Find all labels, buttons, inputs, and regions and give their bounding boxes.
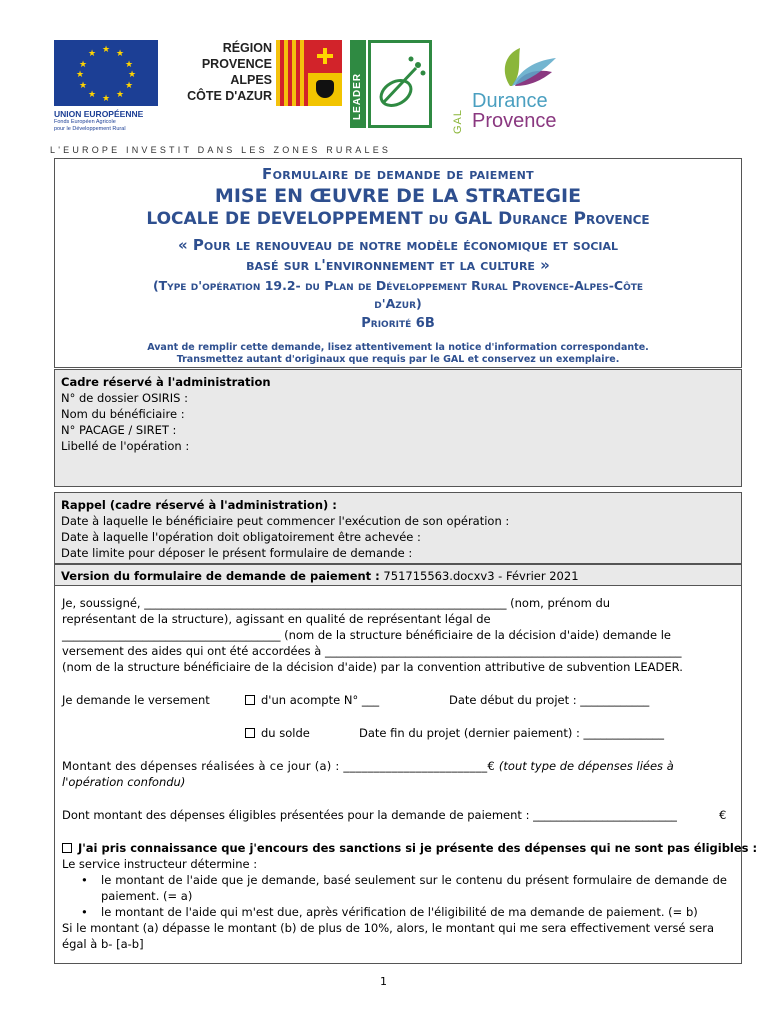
service-line: Le service instructeur détermine : (62, 857, 258, 871)
eligible-amount-currency: € (719, 808, 727, 822)
sanction-label: J'ai pris connaissance que j'encours des sanctions si je présente des dépenses qui ne sont pas éligibles : (78, 841, 758, 855)
rappel-box (54, 492, 742, 564)
project-end-date-field[interactable]: Date fin du projet (dernier paiement) : ______________ (359, 726, 665, 740)
gal-leaf-icon (490, 46, 560, 90)
operation-type (55, 277, 741, 313)
gal-durance-label: Durance (472, 90, 548, 112)
notice-line2: Transmettez autant d'originaux que requis par le GAL et conservez un exemplaire. (176, 354, 620, 365)
eligible-amount-field[interactable]: Dont montant des dépenses éligibles présentées pour la demande de paiement : _________________________ (62, 808, 677, 822)
operation-type-line1: (Type d'opération 19.2- du Plan de Développement Rural Provence-Alpes-Côte (152, 278, 644, 293)
region-line2: PROVENCE (201, 57, 272, 71)
notice-text (55, 342, 741, 366)
bullet-a-text: le montant de l'aide que je demande, basé seulement sur le contenu du présent formulaire de demande de paiement. (= a) (101, 873, 727, 903)
admin-field-beneficiary: Nom du bénéficiaire : (61, 407, 185, 421)
sanction-acknowledgement[interactable] (62, 840, 757, 856)
version-value: 751715563.docxv3 - Février 2021 (379, 569, 579, 583)
admin-reserved-box (54, 369, 742, 487)
strategy-title: MISE EN ŒUVRE DE LA STRATEGIE (214, 185, 582, 207)
declaration-line2: représentant de la structure), agissant en qualité de représentant légal de (62, 612, 491, 626)
leader-label: LEADER (352, 72, 363, 120)
region-logo-text (172, 40, 272, 104)
strategy-subtitle: LOCALE DE DEVELOPPEMENT du GAL Durance Provence (146, 209, 650, 229)
gal-side-label: GAL (452, 108, 464, 134)
region-line3: ALPES (230, 73, 272, 87)
solde-checkbox[interactable] (245, 728, 255, 738)
bullet-b-text: le montant de l'aide qui m'est due, après vérification de l'éligibilité de ma demande de paiement. (= b) (101, 905, 698, 919)
operation-type-line2: d'Azur) (374, 296, 422, 311)
amount-a-note-line2: l'opération confondu) (62, 775, 186, 789)
eu-title: UNION EUROPÉENNE (54, 109, 144, 119)
declaration-line1[interactable]: Je, soussigné, _______________________________________________________________ (nom, prénom du (62, 596, 611, 610)
eu-fund-line1: Fonds Européen Agricole (54, 119, 116, 125)
eu-fund-line2: pour le Développement Rural (54, 126, 126, 132)
europe-slogan: L'EUROPE INVESTIT DANS LES ZONES RURALES (50, 145, 392, 155)
priority-label: Priorité 6B (361, 316, 435, 331)
eu-flag-icon: ★ ★ ★ ★ ★ ★ ★ ★ ★ ★ ★ ★ (54, 40, 158, 106)
form-title-block (54, 158, 742, 368)
leader-logo (350, 40, 432, 128)
solde-label: du solde (261, 726, 310, 740)
payment-request-section (54, 586, 758, 964)
gal-durance-provence-logo (452, 46, 582, 136)
eu-logo (54, 40, 158, 144)
gal-provence-label: Provence (472, 110, 557, 132)
admin-field-operation: Libellé de l'opération : (61, 439, 190, 453)
admin-title: Cadre réservé à l'administration (61, 375, 271, 389)
region-line4: CÔTE D'AZUR (187, 89, 272, 103)
version-label: Version du formulaire de demande de paiement : (61, 569, 380, 583)
program-slogan-line2: basé sur l'environnement et la culture » (246, 256, 550, 274)
admin-field-pacage: N° PACAGE / SIRET : (61, 423, 177, 437)
acompte-option[interactable] (245, 692, 379, 708)
bullet-item-b: • le montant de l'aide qui m'est due, après vérification de l'éligibilité de ma demande de paiement. (= b) (81, 905, 698, 919)
declaration-line5: (nom de la structure bénéficiaire de la décision d'aide) par la convention attributive de subvention LEADER. (62, 660, 683, 674)
declaration-line3[interactable]: ______________________________________ (nom de la structure bénéficiaire de la décision d'aide) demande le (62, 628, 671, 642)
bullet-item-a: • le montant de l'aide que je demande, basé seulement sur le contenu du présent formulaire de demande de paiement. (= a) (81, 873, 727, 903)
form-version-box (54, 564, 742, 586)
rappel-title: Rappel (cadre réservé à l'administration) : (61, 498, 337, 512)
region-shield-icon (276, 40, 342, 106)
program-slogan-line1: « Pour le renouveau de notre modèle économique et social (177, 236, 619, 254)
region-line1: RÉGION (222, 41, 272, 55)
program-slogan (55, 235, 741, 275)
acompte-checkbox[interactable] (245, 695, 255, 705)
amount-a-row[interactable] (62, 758, 734, 774)
final-rule-line2: égal à b- [a-b] (62, 937, 144, 951)
sanction-checkbox[interactable] (62, 843, 72, 853)
rappel-start-date: Date à laquelle le bénéficiaire peut commencer l'exécution de son opération : (61, 514, 510, 528)
amount-a-label: Montant des dépenses réalisées à ce jour (a) : ________________________€ (62, 759, 499, 773)
request-label: Je demande le versement (62, 693, 210, 707)
project-start-date-field[interactable]: Date début du projet : ____________ (449, 693, 650, 707)
leader-emblem-icon (368, 40, 432, 128)
acompte-label: d'un acompte N° ___ (261, 693, 380, 707)
rappel-end-date: Date à laquelle l'opération doit obligatoirement être achevée : (61, 530, 421, 544)
page-number: 1 (380, 975, 387, 988)
notice-line1: Avant de remplir cette demande, lisez attentivement la notice d'information correspondante. (147, 342, 649, 353)
final-rule-line1: Si le montant (a) dépasse le montant (b) de plus de 10%, alors, le montant qui me sera effectivement versé sera (62, 921, 715, 935)
admin-field-osiris: N° de dossier OSIRIS : (61, 391, 188, 405)
form-type-title: Formulaire de demande de paiement (262, 165, 534, 183)
solde-option[interactable] (245, 725, 310, 741)
amount-a-note-line1: (tout type de dépenses liées à (498, 759, 674, 773)
declaration-line4[interactable]: versement des aides qui ont été accordées à ______________________________________________________________ (62, 644, 682, 658)
rappel-deadline: Date limite pour déposer le présent formulaire de demande : (61, 546, 413, 560)
